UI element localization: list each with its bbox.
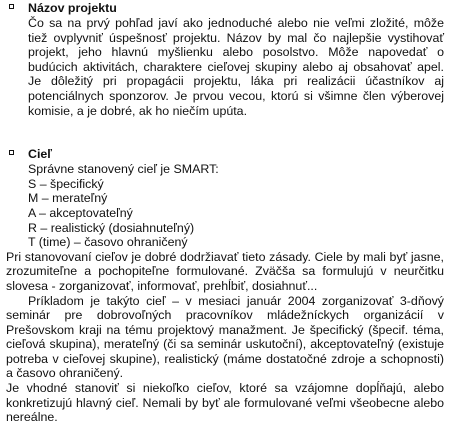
smart-item-m: M – merateľný — [28, 191, 108, 206]
project-name-paragraph: Čo sa na prvý pohľad javí ako jednoduché alebo nie veľmi zložité, môže tiež ovplyvniť úspešnosť projektu. Názov by mal čo najlepšie vystihovať projekt, jeho hlavnú myšlienku alebo posolstvo. Môže napovedať o budúcich aktivitách, charaktere cieľovej skupiny alebo aj obsahovať apel. Je dôležitý pri propagácii projektu, láka pri realizácii účastníkov aj potenciálnych sponzorov. Je prvou vecou, ktorú si všimne člen výberovej komisie, a je dobré, ak ho niečím upúta. — [28, 16, 444, 118]
smart-item-r: R – realistický (dosiahnuteľný) — [28, 220, 195, 235]
section-heading-text: Názov projektu — [28, 1, 117, 15]
goal-principles-paragraph: Pri stanovovaní cieľov je dobré dodržiavať tieto zásady. Ciele by mali byť jasne, zrozumiteľne a pochopiteľne formulované. Zväčša sa formulujú v neurčitku slovesa - zorganizovať, informovať, prehĺbiť, dosiahnuť... — [6, 249, 444, 293]
goal-multiple-paragraph: Je vhodné stanoviť si niekoľko cieľov, ktoré sa vzájomne dopĺňajú, alebo konkretizujú hlavný cieľ. Nemali by byť ale formulované veľmi všeobecne alebo nereálne. — [6, 381, 444, 425]
section-heading-project-name — [6, 1, 444, 16]
smart-item-t: T (time) – časovo ohraničený — [28, 235, 188, 250]
square-bullet-icon — [9, 150, 14, 155]
smart-list — [6, 162, 444, 250]
smart-item-s: S – špecifický — [28, 176, 104, 191]
section-heading-text: Cieľ — [28, 147, 53, 162]
goal-example-paragraph: Príkladom je takýto cieľ – v mesiaci január 2004 zorganizovať 3-dňový seminár pre dobrovoľných pracovníkov mládežníckych organizácií v Prešovskom kraji na tému projektový manažment. Je špecifický (špecif. téma, cieľová skupina), merateľný (či sa seminár uskutoční), akceptovateľný (existuje potreba v cieľovej skupine), realistický (máme dostatočné zdroje a schopnosti) a časovo ohraničený. — [6, 293, 444, 381]
section-heading-goal — [6, 147, 444, 162]
smart-intro: Správne stanovený cieľ je SMART: — [28, 162, 219, 177]
square-bullet-icon — [9, 4, 14, 9]
smart-item-a: A – akceptovateľný — [28, 205, 133, 220]
